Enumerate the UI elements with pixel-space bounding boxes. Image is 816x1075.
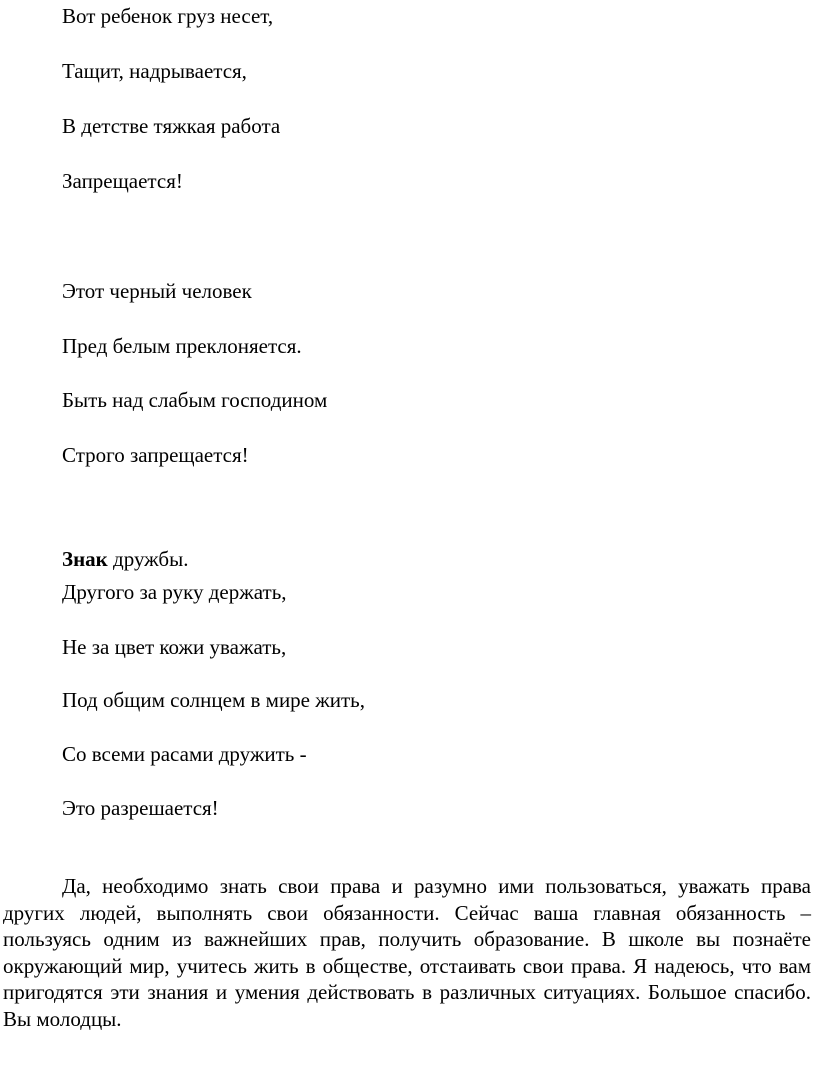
closing-paragraph: Да, необходимо знать свои права и разумно ими пользоваться, уважать права других людей, выполнять свои обязанности. Сейчас ваша главная обязанность – пользуясь одним из важнейших прав, получить образование. В школе вы познаёте окружающий мир, учитесь жить в обществе, отстаивать свои права. Я надеюсь, что вам пригодятся эти знания и умения действовать в различных ситуациях. Большое спасибо. Вы молодцы.: [3, 874, 811, 1031]
stanza-heading-bold: Знак: [62, 547, 108, 571]
poem-line: Пред белым преклоняется.: [62, 334, 302, 358]
poem-line: Со всеми расами дружить -: [62, 742, 307, 766]
poem-line: Запрещается!: [62, 169, 183, 193]
poem-line: Строго запрещается!: [62, 443, 249, 467]
poem-line: Другого за руку держать,: [62, 580, 287, 604]
poem-line: Под общим солнцем в мире жить,: [62, 688, 366, 712]
poem-line: Этот черный человек: [62, 279, 252, 303]
poem-line: Вот ребенок груз несет,: [62, 4, 274, 28]
poem-line: Не за цвет кожи уважать,: [62, 635, 287, 659]
poem-line: В детстве тяжкая работа: [62, 114, 281, 138]
stanza-heading: [62, 547, 188, 571]
poem-line: Быть над слабым господином: [62, 388, 328, 412]
stanza-heading-rest: дружбы.: [107, 547, 189, 571]
poem-line: Тащит, надрывается,: [62, 59, 247, 83]
poem-line: Это разрешается!: [62, 796, 219, 820]
